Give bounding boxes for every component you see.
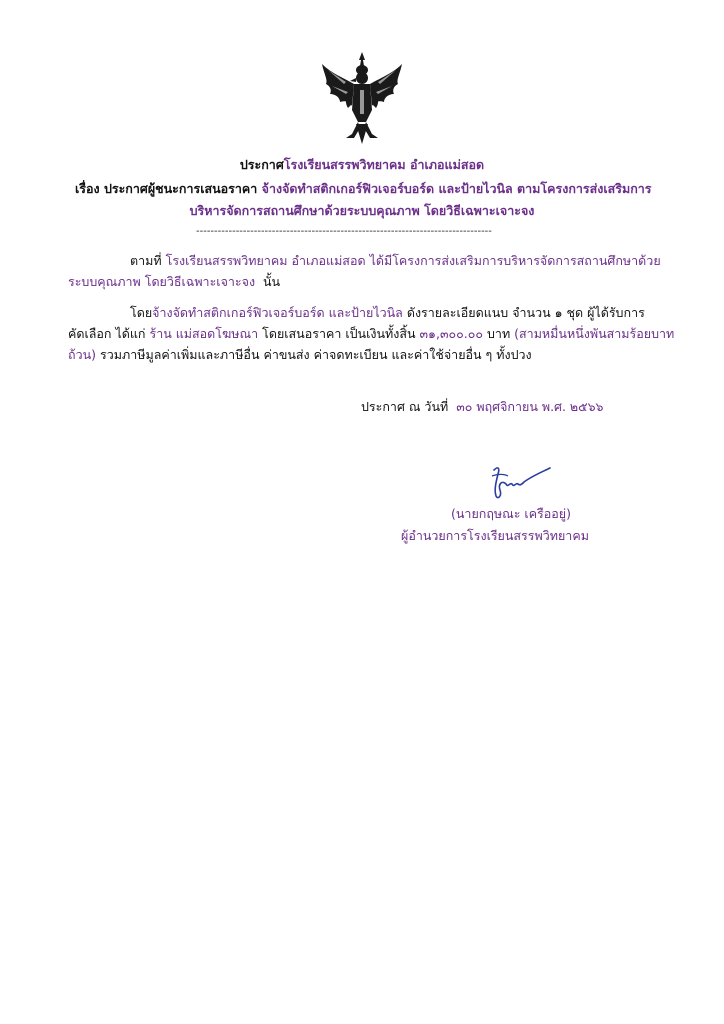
para2-vendor: ร้าน แม่สอดโฆษณา xyxy=(149,326,259,341)
divider: ---------------------------------------------------------------------------------- xyxy=(196,226,492,237)
para2-text-c: ดังรายละเอียดแนบ จำนวน ๑ ชุด ผู้ได้รับการ xyxy=(406,305,645,320)
announce-label: ประกาศ ณ วันที่ xyxy=(361,399,449,414)
para2-item: จ้างจัดทำสติกเกอร์ฟิวเจอร์บอร์ด และป้ายไวนิล xyxy=(152,305,403,320)
title-school: โรงเรียนสรรพวิทยาคม อำเภอแม่สอด xyxy=(283,157,485,172)
para1-method: ระบบคุณภาพ โดยวิธีเฉพาะเจาะจง xyxy=(68,274,256,289)
para2-amount-words-end: ถ้วน) xyxy=(68,347,97,362)
para1-end: นั้น xyxy=(263,274,281,289)
announce-line xyxy=(361,398,604,416)
signature-image xyxy=(484,462,554,502)
subject-label: เรื่อง ประกาศผู้ชนะการเสนอราคา xyxy=(75,181,258,196)
para1-text-c: ได้มีโครงการส่งเสริมการบริหารจัดการสถานศึกษาด้วย xyxy=(369,253,661,268)
para1-line2 xyxy=(68,273,280,291)
page-title xyxy=(0,156,724,174)
signatory-position: ผู้อำนวยการโรงเรียนสรรพวิทยาคม xyxy=(401,528,589,543)
signatory-name: (นายกฤษณะ เครืออยู่) xyxy=(451,506,571,521)
para2-line3 xyxy=(68,346,532,364)
para1-school: โรงเรียนสรรพวิทยาคม อำเภอแม่สอด xyxy=(165,253,366,268)
para2-selected-label: คัดเลือก ได้แก่ xyxy=(68,326,146,341)
para2-line2 xyxy=(68,325,674,343)
para2-amount-words: (สามหมื่นหนึ่งพันสามร้อยบาท xyxy=(514,326,675,341)
para1-line1 xyxy=(130,252,661,270)
subject-line-2: บริหารจัดการสถานศึกษาด้วยระบบคุณภาพ โดยวิธีเฉพาะเจาะจง xyxy=(189,203,535,218)
subject-line-1 xyxy=(75,180,652,198)
para2-currency: บาท xyxy=(486,326,511,341)
subject-text: จ้างจัดทำสติกเกอร์ฟิวเจอร์บอร์ด และป้ายไวนิล ตามโครงการส่งเสริมการ xyxy=(261,181,652,196)
para2-vat-note: รวมภาษีมูลค่าเพิ่มและภาษีอื่น ค่าขนส่ง ค่าจดทะเบียน และค่าใช้จ่ายอื่น ๆ ทั้งปวง xyxy=(100,347,532,362)
para2-offer-label: โดยเสนอราคา เป็นเงินทั้งสิ้น xyxy=(262,326,416,341)
title-prefix: ประกาศ xyxy=(239,157,284,172)
para2-amount: ๓๑,๓๐๐.๐๐ xyxy=(419,326,483,341)
garuda-emblem xyxy=(316,50,408,146)
para1-text-a: ตามที่ xyxy=(130,253,162,268)
announce-date: ๓๐ พฤศจิกายน พ.ศ. ๒๕๖๖ xyxy=(456,399,604,414)
para2-line1 xyxy=(130,304,645,322)
para2-text-a: โดย xyxy=(130,305,153,320)
